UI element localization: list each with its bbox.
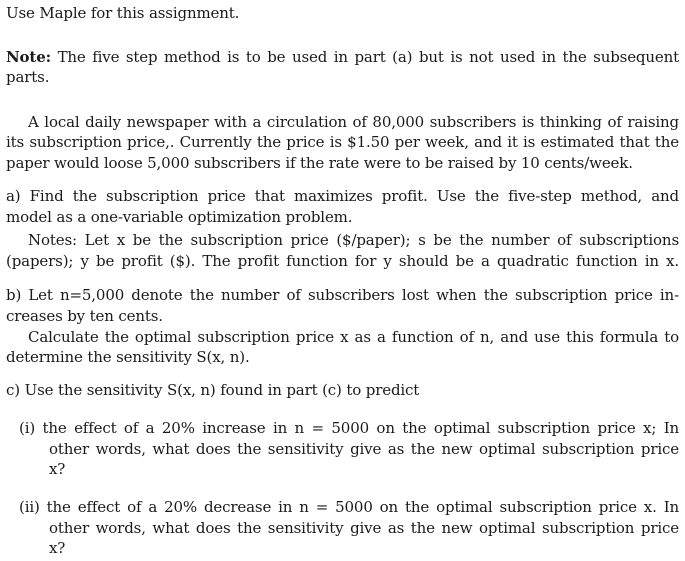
note-line-1 bbox=[6, 48, 679, 67]
problem-line-3: paper would loose 5,000 subscribers if the rate were to be raised by 10 cents/week. bbox=[6, 154, 633, 172]
part-c-ii-line-1: (ii) the effect of a 20% decrease in n = 5000 on the optimal subscription price x. In bbox=[19, 498, 679, 516]
part-c-ii-line-3: x? bbox=[49, 539, 66, 557]
part-c-i-line-3: x? bbox=[49, 460, 66, 478]
part-b-line-3: Calculate the optimal subscription price x as a function of n, and use this formula to bbox=[28, 328, 679, 346]
part-c-line-1: c) Use the sensitivity S(x, n) found in part (c) to predict bbox=[6, 381, 420, 399]
part-b-line-1: b) Let n=5,000 denote the number of subscribers lost when the subscription price in- bbox=[6, 286, 679, 304]
part-a-notes-2: (papers); y be profit ($). The profit function for y should be a quadratic function in x. bbox=[6, 252, 679, 270]
intro-text: Use Maple for this assignment. bbox=[6, 4, 240, 22]
part-c-i-line-2: other words, what does the sensitivity give as the new optimal subscription price bbox=[49, 440, 679, 458]
note-line-2: parts. bbox=[6, 68, 50, 86]
problem-line-1: A local daily newspaper with a circulation of 80,000 subscribers is thinking of raising bbox=[28, 113, 679, 131]
part-b-line-2: creases by ten cents. bbox=[6, 307, 163, 325]
problem-line-2: its subscription price,. Currently the price is $1.50 per week, and it is estimated that the bbox=[6, 133, 679, 151]
note-label: Note: bbox=[6, 48, 51, 66]
part-a-notes-1: Notes: Let x be the subscription price ($/paper); s be the number of subscriptions bbox=[28, 231, 679, 249]
part-b-line-4: determine the sensitivity S(x, n). bbox=[6, 348, 250, 366]
part-a-line-2: model as a one-variable optimization problem. bbox=[6, 208, 353, 226]
part-a-line-1: a) Find the subscription price that maximizes profit. Use the five-step method, and bbox=[6, 187, 679, 205]
part-c-ii-line-2: other words, what does the sensitivity give as the new optimal subscription price bbox=[49, 519, 679, 537]
part-c-i-line-1: (i) the effect of a 20% increase in n = 5000 on the optimal subscription price x; In bbox=[19, 419, 679, 437]
note-text: The five step method is to be used in part (a) but is not used in the subsequent bbox=[57, 48, 680, 66]
